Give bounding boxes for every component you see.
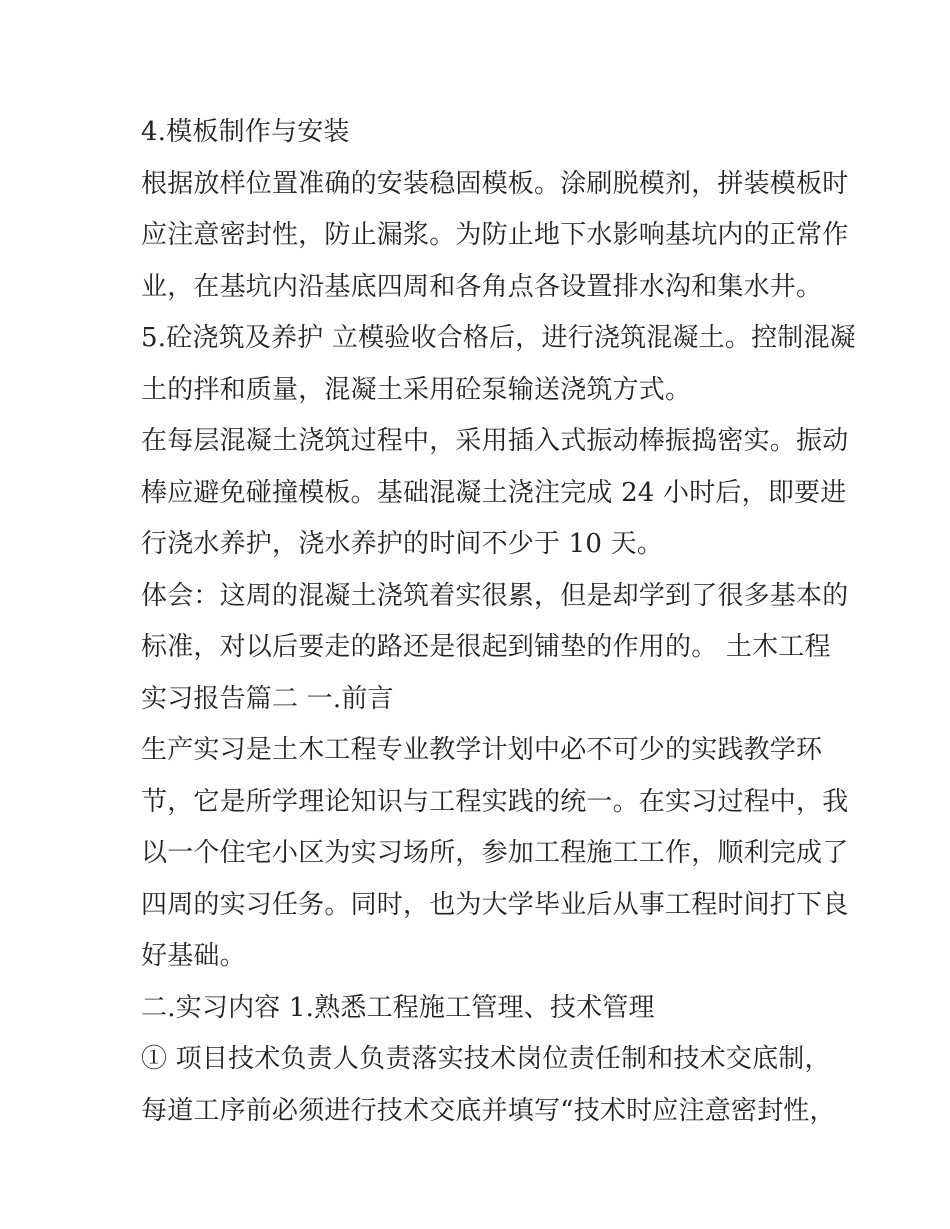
- text-line: 4.模板制作与安装: [141, 117, 350, 147]
- text-line: 每道工序前必须进行技术交底并填写“技术时应注意密封性，: [141, 1095, 836, 1126]
- text-line: 实习报告篇二 一.前言: [141, 683, 394, 714]
- text-line: 根据放样位置准确的安装稳固模板。涂刷脱模剂，拼装模板时: [141, 168, 849, 199]
- text-line: 四周的实习任务。同时，也为大学毕业后从事工程时间打下良: [141, 889, 849, 920]
- text-line: 好基础。: [141, 941, 246, 971]
- text-line: ① 项目技术负责人负责落实技术岗位责任制和技术交底制，: [141, 1044, 831, 1074]
- text-line: 行浇水养护，浇水养护的时间不少于 10 天。: [141, 529, 664, 559]
- text-line: 业，在基坑内沿基底四周和各角点各设置排水沟和集水井。: [141, 271, 823, 302]
- text-line: 5.砼浇筑及养护 立模验收合格后，进行浇筑混凝土。控制混凝: [141, 323, 856, 353]
- text-line: 棒应避免碰撞模板。基础混凝土浇注完成 24 小时后，即要进: [141, 477, 847, 508]
- text-line: 生产实习是土木工程专业教学计划中必不可少的实践教学环: [141, 735, 823, 765]
- text-line: 在每层混凝土浇筑过程中，采用插入式振动棒振捣密实。振动: [141, 426, 849, 456]
- text-line: 标准，对以后要走的路还是很起到铺垫的作用的。 土木工程: [141, 632, 831, 662]
- text-line: 节，它是所学理论知识与工程实践的统一。在实习过程中，我: [141, 786, 849, 817]
- text-line: 体会：这周的混凝土浇筑着实很累，但是却学到了很多基本的: [141, 580, 849, 611]
- text-line: 以一个住宅小区为实习场所，参加工程施工工作，顺利完成了: [141, 838, 849, 868]
- text-line: 土的拌和质量，混凝土采用砼泵输送浇筑方式。: [141, 374, 692, 405]
- text-line: 应注意密封性，防止漏浆。为防止地下水影响基坑内的正常作: [141, 220, 849, 250]
- text-line: 二.实习内容 1.熟悉工程施工管理、技术管理: [141, 992, 655, 1023]
- document-body: [141, 107, 856, 1137]
